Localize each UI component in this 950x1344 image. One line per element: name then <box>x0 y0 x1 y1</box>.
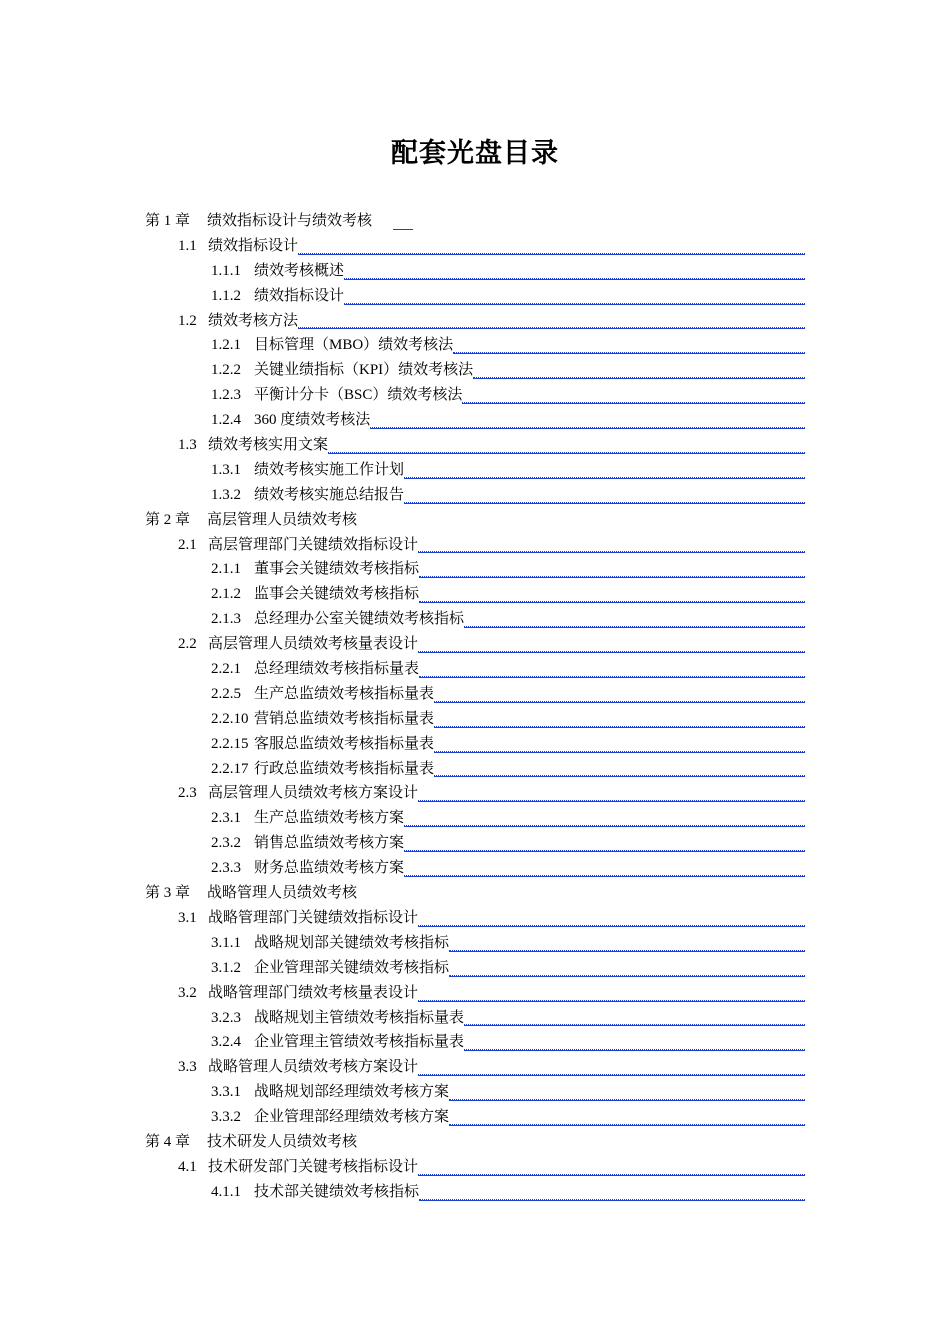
toc-entry-title: 企业管理部关键绩效考核指标 <box>254 959 450 976</box>
page-title: 配套光盘目录 <box>391 138 559 168</box>
link-underline <box>464 627 805 628</box>
toc-entry-number: 3.1.1 <box>211 934 241 951</box>
toc-entry-title: 企业管理主管绩效考核指标量表 <box>254 1034 465 1051</box>
toc-entry-number: 3.3 <box>178 1059 197 1076</box>
toc-entry[interactable] <box>0 408 950 433</box>
toc-entry[interactable] <box>0 906 950 931</box>
toc-entry-title: 战略规划部关键绩效考核指标 <box>254 934 450 951</box>
toc-entry[interactable] <box>0 234 950 259</box>
link-underline <box>393 229 413 230</box>
toc-entry-title: 高层管理部门关键绩效指标设计 <box>208 536 419 553</box>
toc-entry-title: 关键业绩指标（KPI）绩效考核法 <box>254 362 474 379</box>
toc-entry-number: 3.3.2 <box>211 1109 241 1126</box>
link-underline <box>370 428 805 429</box>
toc-entry-title: 绩效考核方法 <box>208 312 299 329</box>
toc-entry[interactable] <box>0 358 950 383</box>
dot-leader <box>434 767 805 776</box>
toc-entry[interactable] <box>0 1080 950 1105</box>
toc-entry[interactable] <box>0 831 950 856</box>
link-underline <box>344 304 805 305</box>
link-underline <box>344 279 805 280</box>
toc-entry[interactable] <box>0 931 950 956</box>
dot-leader <box>418 992 805 1001</box>
dot-leader <box>419 668 805 677</box>
link-underline <box>328 453 805 454</box>
dot-leader <box>404 494 805 503</box>
dot-leader <box>344 295 805 304</box>
toc-entry-title: 技术部关键绩效考核指标 <box>254 1183 420 1200</box>
toc-entry[interactable] <box>0 259 950 284</box>
dot-leader <box>344 270 805 279</box>
toc-entry[interactable] <box>0 607 950 632</box>
toc-entry-number: 3.2 <box>178 984 197 1001</box>
toc-entry[interactable] <box>0 533 950 558</box>
toc-entry-title: 战略管理部门关键绩效指标设计 <box>208 909 419 926</box>
toc-entry[interactable] <box>0 333 950 358</box>
toc-entry[interactable] <box>0 458 950 483</box>
toc-entry-title: 监事会关键绩效考核指标 <box>254 586 420 603</box>
toc-entry-number: 第 1 章 <box>145 213 191 229</box>
toc-entry-title: 技术研发人员绩效考核 <box>207 1133 358 1150</box>
link-underline <box>418 1001 805 1002</box>
dot-leader <box>418 1066 805 1075</box>
toc-entry[interactable] <box>0 682 950 707</box>
toc-entry <box>0 881 950 906</box>
link-underline <box>404 478 805 479</box>
toc-entry-title: 战略管理部门绩效考核量表设计 <box>208 984 419 1001</box>
dot-leader <box>434 718 805 727</box>
dot-leader <box>404 469 805 478</box>
toc-entry-number: 3.2.3 <box>211 1009 241 1026</box>
toc-entry-number: 1.2.2 <box>211 362 241 379</box>
toc-entry-number: 1.3.2 <box>211 486 241 503</box>
toc-entry[interactable] <box>0 856 950 881</box>
dot-leader <box>449 1116 805 1125</box>
link-underline <box>449 951 805 952</box>
dot-leader <box>298 319 805 328</box>
toc-entry-title: 绩效指标设计 <box>254 287 345 304</box>
toc-entry-number: 2.2.5 <box>211 685 241 702</box>
toc-entry[interactable] <box>0 309 950 334</box>
toc-entry-number: 4.1 <box>178 1158 197 1175</box>
toc-entry-number: 2.2.1 <box>211 661 241 678</box>
toc-entry[interactable] <box>0 483 950 508</box>
toc-entry[interactable] <box>0 1006 950 1031</box>
toc-entry-title: 总经理办公室关键绩效考核指标 <box>254 611 465 628</box>
link-underline <box>473 378 805 379</box>
toc-entry[interactable] <box>0 657 950 682</box>
dot-leader <box>419 593 805 602</box>
toc-entry-title: 战略规划部经理绩效考核方案 <box>254 1084 450 1101</box>
toc-entry-title: 客服总监绩效考核指标量表 <box>254 735 435 752</box>
toc-entry-number: 第 4 章 <box>145 1133 191 1150</box>
toc-entry[interactable] <box>0 757 950 782</box>
toc-entry-number: 2.2.10 <box>211 710 249 727</box>
link-underline <box>434 727 805 728</box>
toc-entry-number: 3.2.4 <box>211 1034 241 1051</box>
dot-leader <box>449 967 805 976</box>
dot-leader <box>453 344 805 353</box>
toc-entry[interactable] <box>0 806 950 831</box>
link-underline <box>449 1100 805 1101</box>
link-underline <box>449 976 805 977</box>
dot-leader <box>418 1166 805 1175</box>
toc-entry-number: 2.3.3 <box>211 860 241 877</box>
toc-entry-title: 营销总监绩效考核指标量表 <box>254 710 435 727</box>
toc-entry[interactable] <box>0 557 950 582</box>
toc-entry-title: 销售总监绩效考核方案 <box>254 835 405 852</box>
link-underline <box>418 1175 805 1176</box>
toc-entry[interactable] <box>0 632 950 657</box>
toc-entry-number: 1.2.1 <box>211 337 241 354</box>
toc-entry-number: 2.3 <box>178 785 197 802</box>
toc-entry-title: 行政总监绩效考核指标量表 <box>254 760 435 777</box>
dot-leader <box>328 444 805 453</box>
toc-entry-number: 4.1.1 <box>211 1183 241 1200</box>
toc-entry[interactable] <box>0 956 950 981</box>
toc-entry-title: 绩效考核实施工作计划 <box>254 461 405 478</box>
link-underline <box>449 1125 805 1126</box>
dot-leader <box>404 817 805 826</box>
toc-entry-number: 2.2 <box>178 636 197 653</box>
toc-entry-title: 总经理绩效考核指标量表 <box>254 661 420 678</box>
toc-entry-number: 1.2.3 <box>211 387 241 404</box>
link-underline <box>404 826 805 827</box>
toc-entry-number: 1.1.2 <box>211 287 241 304</box>
toc-entry[interactable] <box>0 433 950 458</box>
toc-entry-title: 绩效指标设计 <box>208 237 299 254</box>
toc-entry[interactable] <box>0 1155 950 1180</box>
link-underline <box>404 876 805 877</box>
toc-entry-title: 目标管理（MBO）绩效考核法 <box>254 337 454 354</box>
toc-entry[interactable] <box>0 1055 950 1080</box>
toc-entry <box>0 1130 950 1155</box>
dot-leader <box>404 867 805 876</box>
link-underline <box>464 1025 805 1026</box>
dot-leader <box>462 394 805 403</box>
toc-entry-title: 绩效考核概述 <box>254 262 345 279</box>
toc-entry[interactable] <box>0 707 950 732</box>
link-underline <box>418 926 805 927</box>
dot-leader <box>464 1016 805 1025</box>
table-of-contents <box>0 209 950 1205</box>
toc-entry-number: 第 3 章 <box>145 885 191 902</box>
toc-entry-number: 1.3 <box>178 437 197 454</box>
dot-leader <box>370 419 805 428</box>
link-underline <box>418 552 805 553</box>
toc-entry-title: 高层管理人员绩效考核 <box>207 511 358 528</box>
toc-entry-number: 第 2 章 <box>145 511 191 528</box>
dot-leader <box>298 245 805 254</box>
dot-leader <box>419 568 805 577</box>
toc-entry-title: 生产总监绩效考核方案 <box>254 810 405 827</box>
toc-entry-title: 绩效考核实施总结报告 <box>254 486 405 503</box>
toc-entry-number: 3.3.1 <box>211 1084 241 1101</box>
dot-leader <box>434 743 805 752</box>
dot-leader <box>419 1191 805 1200</box>
toc-entry-number: 1.1 <box>178 237 197 254</box>
dot-leader <box>464 1041 805 1050</box>
toc-entry-title: 高层管理人员绩效考核方案设计 <box>208 785 419 802</box>
toc-entry-number: 2.1.1 <box>211 561 241 578</box>
link-underline <box>298 328 805 329</box>
toc-entry[interactable] <box>0 1105 950 1130</box>
dot-leader <box>464 618 805 627</box>
toc-entry-number: 2.1.2 <box>211 586 241 603</box>
link-underline <box>419 1200 805 1201</box>
dot-leader <box>404 842 805 851</box>
toc-entry[interactable] <box>0 981 950 1006</box>
toc-entry[interactable] <box>0 284 950 309</box>
link-underline <box>462 403 805 404</box>
link-underline <box>434 702 805 703</box>
link-underline <box>453 353 805 354</box>
toc-entry-title: 生产总监绩效考核指标量表 <box>254 685 435 702</box>
link-underline <box>419 602 805 603</box>
toc-entry-title: 360 度绩效考核法 <box>254 412 371 429</box>
toc-entry-number: 2.1 <box>178 536 197 553</box>
link-underline <box>464 1050 805 1051</box>
toc-entry-title: 技术研发部门关键考核指标设计 <box>208 1158 419 1175</box>
toc-entry-number: 2.3.2 <box>211 835 241 852</box>
dot-leader <box>473 369 805 378</box>
toc-entry[interactable] <box>0 1180 950 1205</box>
toc-entry[interactable] <box>0 732 950 757</box>
toc-entry-title: 高层管理人员绩效考核量表设计 <box>208 636 419 653</box>
toc-entry-number: 1.2.4 <box>211 412 241 429</box>
toc-entry-number: 2.2.15 <box>211 735 249 752</box>
toc-entry-title: 战略管理人员绩效考核方案设计 <box>208 1059 419 1076</box>
toc-entry-number: 2.1.3 <box>211 611 241 628</box>
link-underline <box>418 1075 805 1076</box>
toc-entry-number: 2.3.1 <box>211 810 241 827</box>
link-underline <box>404 503 805 504</box>
toc-entry[interactable] <box>0 582 950 607</box>
link-underline <box>404 851 805 852</box>
toc-entry[interactable] <box>0 1030 950 1055</box>
dot-leader <box>418 643 805 652</box>
dot-leader <box>449 1091 805 1100</box>
dot-leader <box>418 543 805 552</box>
link-underline <box>418 801 805 802</box>
toc-entry-title: 平衡计分卡（BSC）绩效考核法 <box>254 387 463 404</box>
dot-leader <box>434 693 805 702</box>
link-underline <box>418 652 805 653</box>
toc-entry[interactable] <box>0 781 950 806</box>
toc-entry-number: 1.3.1 <box>211 461 241 478</box>
link-underline <box>434 776 805 777</box>
toc-entry-title: 财务总监绩效考核方案 <box>254 860 405 877</box>
dot-leader <box>418 917 805 926</box>
link-underline <box>419 677 805 678</box>
toc-entry-title: 董事会关键绩效考核指标 <box>254 561 420 578</box>
toc-entry-number: 1.2 <box>178 312 197 329</box>
toc-entry <box>0 508 950 533</box>
link-underline <box>434 752 805 753</box>
toc-entry-title: 战略规划主管绩效考核指标量表 <box>254 1009 465 1026</box>
toc-entry-title: 绩效指标设计与绩效考核 <box>207 213 373 229</box>
toc-entry-number: 3.1.2 <box>211 959 241 976</box>
toc-entry-title: 企业管理部经理绩效考核方案 <box>254 1109 450 1126</box>
link-underline <box>419 577 805 578</box>
toc-entry[interactable] <box>0 209 950 234</box>
toc-entry-title: 战略管理人员绩效考核 <box>207 885 358 902</box>
toc-entry-title: 绩效考核实用文案 <box>208 437 329 454</box>
toc-entry[interactable] <box>0 383 950 408</box>
dot-leader <box>418 792 805 801</box>
dot-leader <box>449 942 805 951</box>
link-underline <box>298 254 805 255</box>
toc-entry-number: 2.2.17 <box>211 760 249 777</box>
toc-entry-number: 3.1 <box>178 909 197 926</box>
toc-entry-number: 1.1.1 <box>211 262 241 279</box>
